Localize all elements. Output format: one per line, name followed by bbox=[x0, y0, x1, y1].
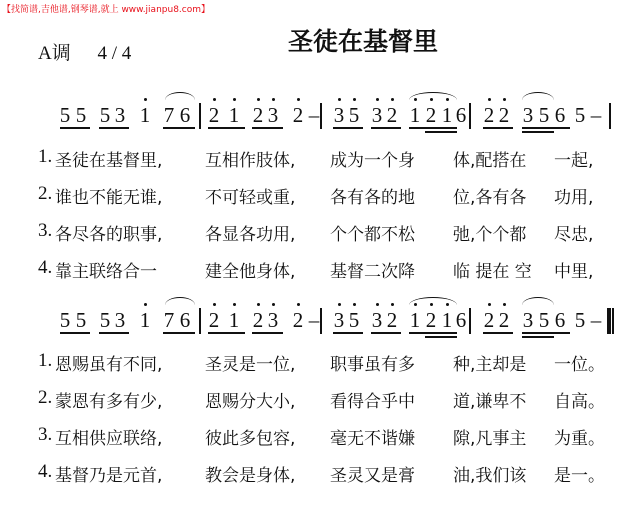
note bbox=[386, 309, 398, 331]
lyric-phrase: 一起, bbox=[554, 151, 594, 171]
beam-underline bbox=[522, 332, 570, 334]
octave-dot bbox=[272, 98, 275, 101]
note-digit: – bbox=[590, 103, 602, 127]
note-digit: 2 bbox=[425, 308, 437, 332]
octave-dot bbox=[257, 98, 260, 101]
lyric-phrase: 毫无不谐嫌 bbox=[330, 429, 415, 449]
hold-dash bbox=[590, 104, 602, 126]
lyric-phrase: 互相供应联络, bbox=[55, 429, 163, 449]
note bbox=[267, 309, 279, 331]
note bbox=[163, 309, 175, 331]
lyric-phrase: 看得合乎中 bbox=[330, 392, 415, 412]
bar-line bbox=[320, 308, 322, 334]
note-digit: 3 bbox=[267, 308, 279, 332]
note-digit: 3 bbox=[333, 308, 345, 332]
lyric-phrase: 不可轻或重, bbox=[205, 188, 296, 208]
lyric-phrase: 各显各功用, bbox=[205, 225, 296, 245]
note bbox=[333, 104, 345, 126]
note-digit: 3 bbox=[522, 103, 534, 127]
hold-dash bbox=[308, 104, 320, 126]
note bbox=[554, 309, 566, 331]
octave-dot bbox=[503, 98, 506, 101]
verse-number: 4. bbox=[38, 461, 53, 482]
note-digit: 7 bbox=[163, 103, 175, 127]
note-digit: 3 bbox=[371, 103, 383, 127]
note-digit: 5 bbox=[75, 103, 87, 127]
note-digit: 6 bbox=[455, 308, 467, 332]
note bbox=[522, 309, 534, 331]
bar-line bbox=[320, 103, 322, 129]
note bbox=[292, 309, 304, 331]
note bbox=[139, 104, 151, 126]
note-digit: 3 bbox=[522, 308, 534, 332]
verse-number: 4. bbox=[38, 257, 53, 278]
lyric-verse-3 bbox=[0, 220, 640, 244]
note-digit: 2 bbox=[208, 103, 220, 127]
beam-underline bbox=[99, 332, 129, 334]
lyric-phrase: 彼此多包容, bbox=[205, 429, 296, 449]
note bbox=[441, 309, 453, 331]
verse-number: 3. bbox=[38, 220, 53, 241]
lyric-phrase: 成为一个身 bbox=[330, 151, 415, 171]
beam-underline bbox=[483, 332, 513, 334]
octave-dot bbox=[233, 303, 236, 306]
lyric-verse-1 bbox=[0, 350, 640, 374]
note-digit: 2 bbox=[252, 103, 264, 127]
octave-dot bbox=[144, 98, 147, 101]
beam-underline bbox=[409, 127, 457, 129]
lyric-phrase: 圣灵又是膏 bbox=[330, 466, 415, 486]
beam-underline bbox=[60, 127, 90, 129]
beam-underline bbox=[425, 131, 457, 133]
note-digit: 3 bbox=[333, 103, 345, 127]
note-digit: 6 bbox=[554, 308, 566, 332]
note-digit: 1 bbox=[441, 308, 453, 332]
note bbox=[386, 104, 398, 126]
octave-dot bbox=[391, 303, 394, 306]
note bbox=[59, 309, 71, 331]
lyric-phrase: 恩赐虽有不同, bbox=[55, 355, 163, 375]
note bbox=[409, 309, 421, 331]
lyric-phrase: 临 提在 空 bbox=[453, 262, 532, 282]
note-digit: 3 bbox=[114, 103, 126, 127]
octave-dot bbox=[297, 98, 300, 101]
lyric-phrase: 圣灵是一位, bbox=[205, 355, 296, 375]
lyric-phrase: 油,我们该 bbox=[453, 466, 527, 486]
octave-dot bbox=[391, 98, 394, 101]
beam-underline bbox=[522, 131, 554, 133]
slur-arc bbox=[165, 92, 195, 100]
note-digit: 1 bbox=[228, 308, 240, 332]
lyric-phrase: 职事虽有多 bbox=[330, 355, 415, 375]
lyric-phrase: 功用, bbox=[554, 188, 594, 208]
beam-underline bbox=[163, 127, 195, 129]
octave-dot bbox=[272, 303, 275, 306]
note bbox=[292, 104, 304, 126]
note bbox=[425, 104, 437, 126]
note-digit: 2 bbox=[498, 308, 510, 332]
note-digit: 2 bbox=[498, 103, 510, 127]
beam-underline bbox=[333, 127, 363, 129]
note-digit: – bbox=[308, 103, 320, 127]
note-digit: 5 bbox=[348, 308, 360, 332]
note-digit: 2 bbox=[386, 103, 398, 127]
octave-dot bbox=[376, 303, 379, 306]
lyric-verse-1 bbox=[0, 146, 640, 170]
note bbox=[483, 309, 495, 331]
note-digit: 5 bbox=[574, 103, 586, 127]
hold-dash bbox=[308, 309, 320, 331]
note bbox=[425, 309, 437, 331]
note bbox=[228, 309, 240, 331]
lyric-phrase: 尽忠, bbox=[554, 225, 594, 245]
beam-underline bbox=[483, 127, 513, 129]
note-digit: 2 bbox=[252, 308, 264, 332]
note-digit: 6 bbox=[455, 103, 467, 127]
note-digit: 2 bbox=[425, 103, 437, 127]
octave-dot bbox=[297, 303, 300, 306]
beam-underline bbox=[163, 332, 195, 334]
site-watermark: 【找简谱,吉他谱,钢琴谱,就上 www.jianpu8.com】 bbox=[2, 5, 211, 15]
note bbox=[574, 309, 586, 331]
note bbox=[208, 104, 220, 126]
note-digit: 5 bbox=[538, 308, 550, 332]
note-digit: – bbox=[308, 308, 320, 332]
beam-underline bbox=[252, 127, 283, 129]
note bbox=[455, 104, 467, 126]
note-digit: 1 bbox=[409, 308, 421, 332]
lyric-phrase: 基督二次降 bbox=[330, 262, 415, 282]
note-digit: 2 bbox=[292, 308, 304, 332]
beam-underline bbox=[333, 332, 363, 334]
slur-arc bbox=[409, 92, 457, 100]
lyric-phrase: 谁也不能无谁, bbox=[55, 188, 163, 208]
note-digit: 3 bbox=[371, 308, 383, 332]
lyric-phrase: 弛,个个都 bbox=[453, 225, 527, 245]
lyric-phrase: 位,各有各 bbox=[453, 188, 527, 208]
note bbox=[267, 104, 279, 126]
note-digit: 2 bbox=[483, 308, 495, 332]
lyric-phrase: 为重。 bbox=[554, 429, 605, 449]
slur-arc bbox=[409, 297, 457, 305]
note bbox=[538, 309, 550, 331]
note bbox=[252, 309, 264, 331]
octave-dot bbox=[233, 98, 236, 101]
lyric-phrase: 各有各的地 bbox=[330, 188, 415, 208]
lyric-phrase: 建全他身体, bbox=[205, 262, 296, 282]
note-digit: 5 bbox=[348, 103, 360, 127]
note-digit: 1 bbox=[409, 103, 421, 127]
note-digit: – bbox=[590, 308, 602, 332]
slur-arc bbox=[522, 92, 554, 100]
octave-dot bbox=[488, 98, 491, 101]
octave-dot bbox=[353, 98, 356, 101]
lyric-verse-3 bbox=[0, 424, 640, 448]
note bbox=[99, 104, 111, 126]
beam-underline bbox=[425, 336, 457, 338]
beam-underline bbox=[208, 127, 245, 129]
octave-dot bbox=[213, 98, 216, 101]
verse-number: 2. bbox=[38, 387, 53, 408]
note-digit: 5 bbox=[59, 103, 71, 127]
note-digit: 5 bbox=[99, 308, 111, 332]
lyric-phrase: 各尽各的职事, bbox=[55, 225, 163, 245]
note-digit: 5 bbox=[538, 103, 550, 127]
octave-dot bbox=[338, 303, 341, 306]
note bbox=[371, 309, 383, 331]
lyric-phrase: 种,主却是 bbox=[453, 355, 527, 375]
lyric-verse-2 bbox=[0, 387, 640, 411]
note bbox=[333, 309, 345, 331]
note bbox=[75, 309, 87, 331]
note-digit: 3 bbox=[267, 103, 279, 127]
octave-dot bbox=[213, 303, 216, 306]
note bbox=[179, 309, 191, 331]
bar-line bbox=[199, 308, 201, 334]
lyric-phrase: 隙,凡事主 bbox=[453, 429, 527, 449]
note bbox=[574, 104, 586, 126]
note-digit: 5 bbox=[75, 308, 87, 332]
note bbox=[139, 309, 151, 331]
time-signature: 4 / 4 bbox=[97, 43, 132, 64]
note bbox=[554, 104, 566, 126]
lyric-phrase: 靠主联络合一 bbox=[55, 262, 157, 282]
note bbox=[441, 104, 453, 126]
note bbox=[179, 104, 191, 126]
lyric-phrase: 是一。 bbox=[554, 466, 605, 486]
octave-dot bbox=[338, 98, 341, 101]
note-digit: 6 bbox=[179, 103, 191, 127]
octave-dot bbox=[488, 303, 491, 306]
note-digit: 1 bbox=[139, 103, 151, 127]
key-signature bbox=[38, 38, 131, 65]
lyric-phrase: 自高。 bbox=[554, 392, 605, 412]
note-digit: 1 bbox=[139, 308, 151, 332]
bar-line bbox=[469, 308, 471, 334]
octave-dot bbox=[353, 303, 356, 306]
lyric-phrase: 圣徒在基督里, bbox=[55, 151, 163, 171]
note bbox=[208, 309, 220, 331]
note-digit: 2 bbox=[292, 103, 304, 127]
bar-line bbox=[469, 103, 471, 129]
note-digit: 5 bbox=[574, 308, 586, 332]
octave-dot bbox=[503, 303, 506, 306]
note-digit: 2 bbox=[386, 308, 398, 332]
lyric-phrase: 互相作肢体, bbox=[205, 151, 296, 171]
note bbox=[114, 309, 126, 331]
note-digit: 7 bbox=[163, 308, 175, 332]
lyric-phrase: 一位。 bbox=[554, 355, 605, 375]
note bbox=[348, 104, 360, 126]
beam-underline bbox=[522, 336, 554, 338]
hold-dash bbox=[590, 309, 602, 331]
lyric-phrase: 蒙恩有多有少, bbox=[55, 392, 163, 412]
note bbox=[483, 104, 495, 126]
note bbox=[538, 104, 550, 126]
note bbox=[163, 104, 175, 126]
note bbox=[228, 104, 240, 126]
note bbox=[498, 104, 510, 126]
verse-number: 1. bbox=[38, 350, 53, 371]
note bbox=[252, 104, 264, 126]
verse-number: 3. bbox=[38, 424, 53, 445]
note bbox=[348, 309, 360, 331]
beam-underline bbox=[409, 332, 457, 334]
note bbox=[409, 104, 421, 126]
note bbox=[522, 104, 534, 126]
lyric-phrase: 体,配搭在 bbox=[453, 151, 527, 171]
note bbox=[59, 104, 71, 126]
note-digit: 5 bbox=[99, 103, 111, 127]
slur-arc bbox=[165, 297, 195, 305]
lyric-phrase: 个个都不松 bbox=[330, 225, 415, 245]
beam-underline bbox=[252, 332, 283, 334]
lyric-phrase: 基督乃是元首, bbox=[55, 466, 163, 486]
note-digit: 6 bbox=[179, 308, 191, 332]
lyric-phrase: 教会是身体, bbox=[205, 466, 296, 486]
octave-dot bbox=[144, 303, 147, 306]
verse-number: 2. bbox=[38, 183, 53, 204]
note bbox=[455, 309, 467, 331]
beam-underline bbox=[60, 332, 90, 334]
note-digit: 1 bbox=[441, 103, 453, 127]
note bbox=[498, 309, 510, 331]
beam-underline bbox=[522, 127, 570, 129]
bar-line bbox=[609, 103, 611, 129]
note-digit: 5 bbox=[59, 308, 71, 332]
lyric-verse-4 bbox=[0, 461, 640, 485]
note-digit: 2 bbox=[483, 103, 495, 127]
bar-line bbox=[199, 103, 201, 129]
beam-underline bbox=[371, 332, 401, 334]
beam-underline bbox=[208, 332, 245, 334]
bar-line bbox=[612, 308, 614, 334]
beam-underline bbox=[371, 127, 401, 129]
lyric-verse-4 bbox=[0, 257, 640, 281]
octave-dot bbox=[257, 303, 260, 306]
note-digit: 3 bbox=[114, 308, 126, 332]
note bbox=[75, 104, 87, 126]
octave-dot bbox=[376, 98, 379, 101]
lyric-phrase: 恩赐分大小, bbox=[205, 392, 296, 412]
note bbox=[99, 309, 111, 331]
note bbox=[114, 104, 126, 126]
note-digit: 1 bbox=[228, 103, 240, 127]
bar-line bbox=[607, 308, 611, 334]
slur-arc bbox=[522, 297, 554, 305]
beam-underline bbox=[99, 127, 129, 129]
lyric-phrase: 中里, bbox=[554, 262, 594, 282]
lyric-verse-2 bbox=[0, 183, 640, 207]
note-digit: 6 bbox=[554, 103, 566, 127]
song-title: 圣徒在基督里 bbox=[288, 27, 439, 56]
lyric-phrase: 道,谦卑不 bbox=[453, 392, 527, 412]
key-label: A调 bbox=[38, 43, 71, 64]
note-digit: 2 bbox=[208, 308, 220, 332]
verse-number: 1. bbox=[38, 146, 53, 167]
note bbox=[371, 104, 383, 126]
